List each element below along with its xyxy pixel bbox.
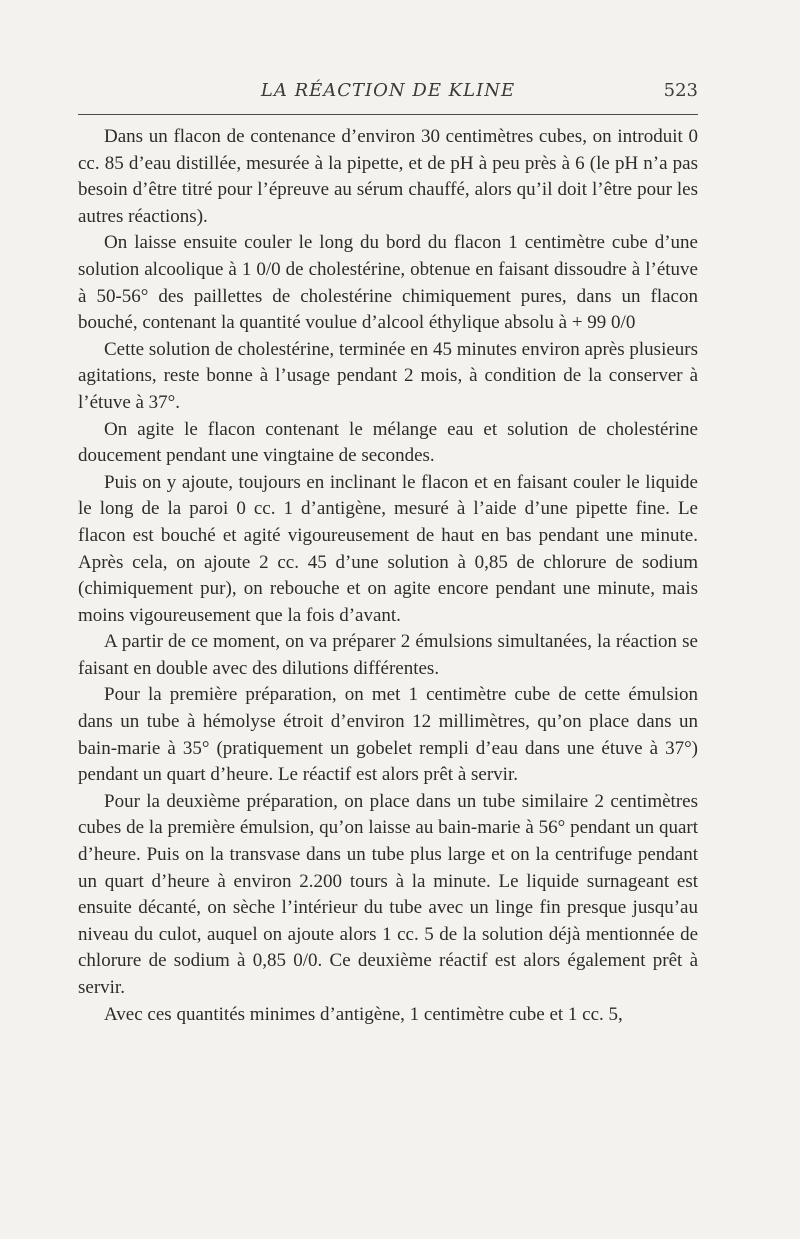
paragraph: Pour la deuxième préparation, on place dans un tube similaire 2 centimètres cubes de la première émulsion, qu’on laisse au bain-marie à 56° pendant un quart d’heure. Puis on la transvase dans un tube plus large et on la centrifuge pendant un quart d’heure à environ 2.200 tours à la minute. Le liquide surnageant est ensuite décanté, on sèche l’intérieur du tube avec un linge fin presque jusqu’au niveau du culot, auquel on ajoute alors 1 cc. 5 de la solution déjà mentionnée de chlorure de sodium à 0,85 0/0. Ce deuxième réactif est alors également prêt à servir. xyxy=(78,790,698,998)
running-title: LA RÉACTION DE KLINE xyxy=(260,80,516,101)
paragraph: A partir de ce moment, on va préparer 2 émulsions simultanées, la réaction se faisant en double avec des dilutions différentes. xyxy=(78,631,698,679)
paragraph: On laisse ensuite couler le long du bord du flacon 1 centimètre cube d’une solution alcoolique à 1 0/0 de cholestérine, obtenue en faisant dissoudre à l’étuve à 50-56° des paillettes de cholestérine chimiquement pures, dans un flacon bouché, contenant la quantité voulue d’alcool éthylique absolu à + 99 0/0 xyxy=(78,232,698,334)
body-text xyxy=(78,124,698,1028)
paragraph: Avec ces quantités minimes d’antigène, 1 centimètre cube et 1 cc. 5, xyxy=(104,1003,623,1025)
paragraph: Puis on y ajoute, toujours en inclinant le flacon et en faisant couler le liquide le long de la paroi 0 cc. 1 d’antigène, mesuré à l’aide d’une pipette fine. Le flacon est bouché et agité vigoureusement de haut en bas pendant une minute. Après cela, on ajoute 2 cc. 45 d’une solution à 0,85 de chlorure de sodium (chimiquement pur), on rebouche et on agite encore pendant une minute, mais moins vigoureusement que la fois d’avant. xyxy=(78,471,698,626)
paragraph: Pour la première préparation, on met 1 centimètre cube de cette émulsion dans un tube à hémolyse étroit d’environ 12 millimètres, qu’on place dans un bain-marie à 35° (pratiquement un gobelet rempli d’eau dans une étuve à 37°) pendant un quart d’heure. Le réactif est alors prêt à servir. xyxy=(78,684,698,786)
header-rule xyxy=(78,114,698,115)
paragraph: Dans un flacon de contenance d’environ 30 centimètres cubes, on introduit 0 cc. 85 d’eau distillée, mesurée à la pipette, et de pH à peu près à 6 (le pH n’a pas besoin d’être titré pour l’épreuve au sérum chauffé, alors qu’il doit l’être pour les autres réactions). xyxy=(78,126,698,227)
paragraph: On agite le flacon contenant le mélange eau et solution de cholestérine doucement pendant une vingtaine de secondes. xyxy=(78,418,698,467)
paragraph: Cette solution de cholestérine, terminée en 45 minutes environ après plusieurs agitations, reste bonne à l’usage pendant 2 mois, à condition de la conserver à l’étuve à 37°. xyxy=(78,338,698,413)
running-head xyxy=(78,76,698,106)
page-number: 523 xyxy=(663,80,698,101)
